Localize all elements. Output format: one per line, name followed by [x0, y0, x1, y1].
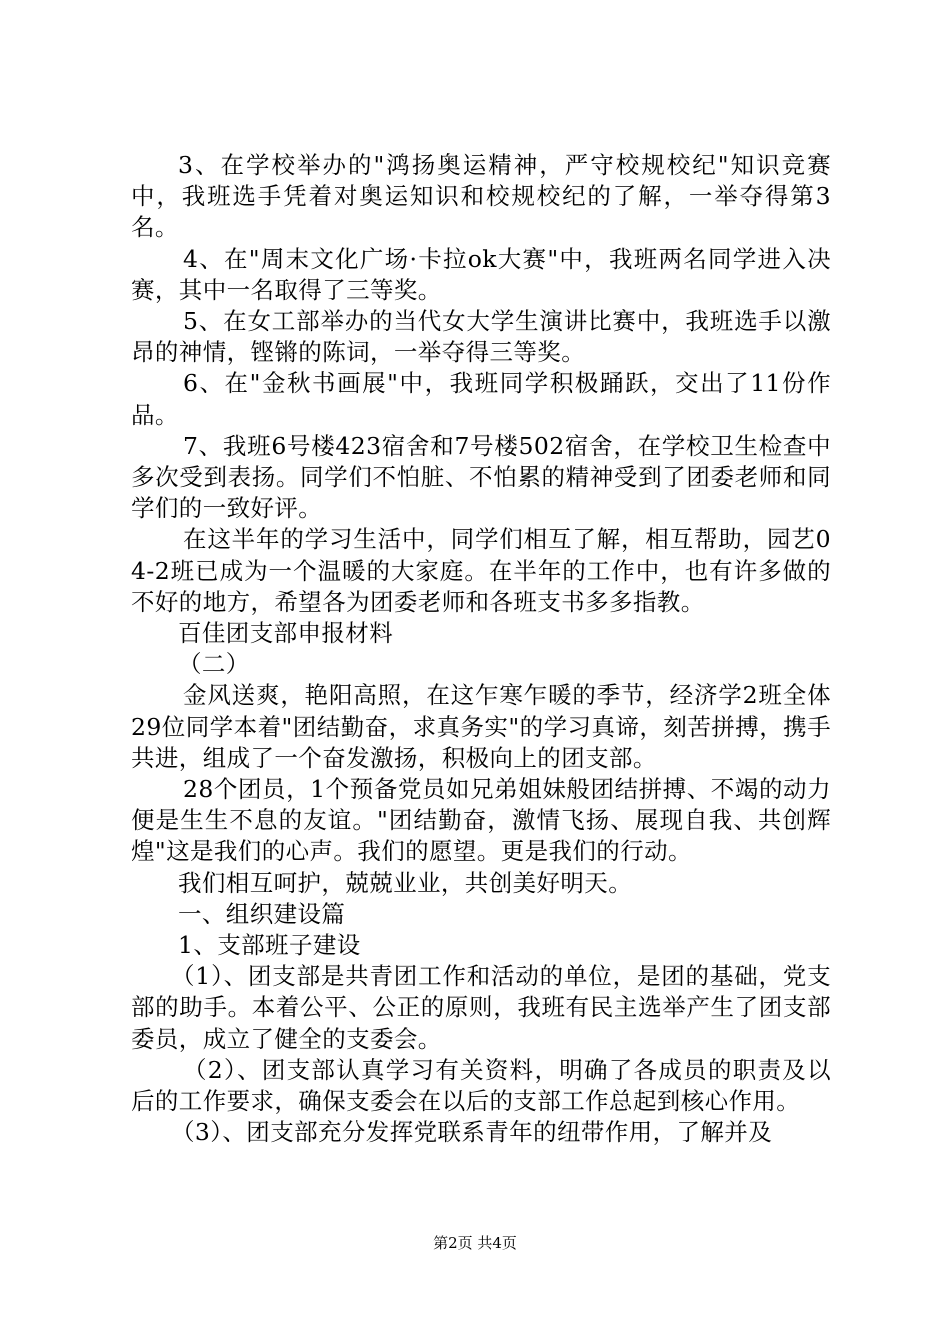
- document-body: [131, 150, 831, 1149]
- paragraph-item-7: 7、我班6号楼423宿舍和7号楼502宿舍，在学校卫生检查中多次受到表扬。同学们不怕脏、不怕累的精神受到了团委老师和同学们的一致好评。: [131, 431, 831, 523]
- page-footer: 第2页 共4页: [433, 1234, 517, 1252]
- heading-organization: 一、组织建设篇: [178, 899, 346, 928]
- heading-branch-building: 1、支部班子建设: [178, 931, 361, 960]
- paragraph-point-1: （1）、团支部是共青团工作和活动的单位，是团的基础，党支部的助手。本着公平、公正的原则，我班有民主选举产生了团支部委员，成立了健全的支委会。: [131, 962, 831, 1053]
- paragraph-point-3: （3）、团支部充分发挥党联系青年的纽带作用，了解并及: [171, 1118, 773, 1147]
- paragraph-item-3: 3、在学校举办的"鸿扬奥运精神，严守校规校纪"知识竞赛中，我班选手凭着对奥运知识和校规校纪的了解，一举夺得第3名。: [131, 151, 831, 242]
- paragraph-intro: 金风送爽，艳阳高照，在这乍寒乍暖的季节，经济学2班全体29位同学本着"团结勤奋，求真务实"的学习真谛，刻苦拼搏，携手共进，组成了一个奋发激扬，积极向上的团支部。: [131, 681, 831, 772]
- paragraph-item-6: 6、在"金秋书画展"中，我班同学积极踊跃，交出了11份作品。: [131, 369, 831, 429]
- paragraph-members: 28个团员，1个预备党员如兄弟姐妹般团结拼搏、不竭的动力便是生生不息的友谊。"团结勤奋，激情飞扬、展现自我、共创辉煌"这是我们的心声。我们的愿望。更是我们的行动。: [131, 775, 831, 866]
- paragraph-summary: 在这半年的学习生活中，同学们相互了解，相互帮助，园艺04-2班已成为一个温暖的大家庭。在半年的工作中，也有许多做的不好的地方，希望各为团委老师和各班支书多多指教。: [131, 525, 831, 616]
- paragraph-motto: 我们相互呵护，兢兢业业，共创美好明天。: [178, 868, 633, 897]
- section-title: 百佳团支部申报材料: [178, 619, 394, 648]
- paragraph-item-4: 4、在"周末文化广场·卡拉ok大赛"中，我班两名同学进入决赛，其中一名取得了三等奖。: [131, 244, 831, 304]
- section-number: （二）: [178, 650, 250, 679]
- paragraph-point-2: （2）、团支部认真学习有关资料，明确了各成员的职责及以后的工作要求，确保支委会在以后的支部工作总起到核心作用。: [131, 1055, 831, 1116]
- paragraph-item-5: 5、在女工部举办的当代女大学生演讲比赛中，我班选手以激昂的神情，铿锵的陈词，一举夺得三等奖。: [131, 307, 831, 367]
